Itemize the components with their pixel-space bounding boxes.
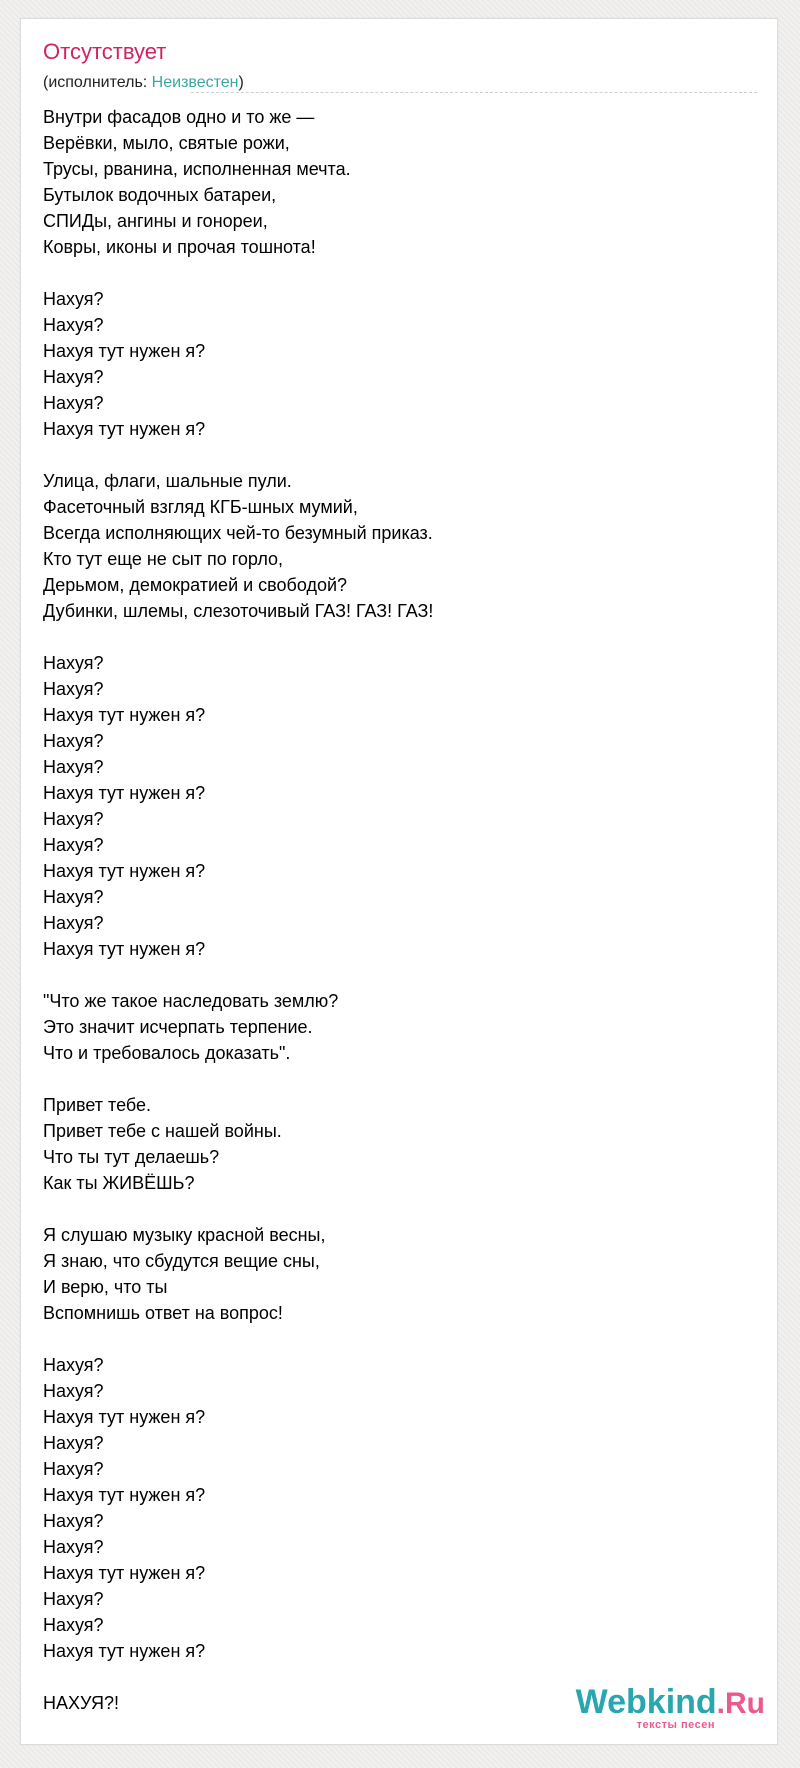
lyrics-line: Нахуя тут нужен я?	[43, 861, 206, 881]
lyrics-line: Нахуя?	[43, 1459, 104, 1479]
lyrics-line: Нахуя?	[43, 1355, 104, 1375]
lyrics-line: "Что же такое наследовать землю?	[43, 991, 339, 1011]
lyrics-stanza	[43, 286, 743, 442]
lyrics-line: Ковры, иконы и прочая тошнота!	[43, 237, 316, 257]
lyrics-line: Нахуя тут нужен я?	[43, 939, 206, 959]
lyrics-line: Фасеточный взгляд КГБ-шных мумий,	[43, 497, 358, 517]
lyrics-line: Нахуя тут нужен я?	[43, 419, 206, 439]
lyrics-line: Нахуя?	[43, 887, 104, 907]
lyrics-line: Нахуя тут нужен я?	[43, 1641, 206, 1661]
artist-prefix: (исполнитель:	[43, 74, 152, 91]
lyrics-line: Дубинки, шлемы, слезоточивый ГАЗ! ГАЗ! ГАЗ!	[43, 601, 434, 621]
lyrics-line: Я знаю, что сбудутся вещие сны,	[43, 1251, 320, 1271]
lyrics-body	[43, 104, 743, 1716]
artist-line	[43, 73, 244, 93]
lyrics-line: Нахуя?	[43, 1615, 104, 1635]
lyrics-line: Бутылок водочных батареи,	[43, 185, 277, 205]
lyrics-stanza	[43, 104, 743, 260]
lyrics-line: Нахуя тут нужен я?	[43, 705, 206, 725]
lyrics-card	[20, 18, 778, 1745]
lyrics-stanza	[43, 988, 743, 1066]
lyrics-stanza	[43, 1092, 743, 1196]
lyrics-line: Нахуя тут нужен я?	[43, 1407, 206, 1427]
lyrics-stanza	[43, 1352, 743, 1664]
lyrics-stanza	[43, 650, 743, 962]
lyrics-line: Это значит исчерпать терпение.	[43, 1017, 313, 1037]
logo-tld: .Ru	[716, 1687, 765, 1720]
lyrics-line: Нахуя?	[43, 913, 104, 933]
lyrics-line: Нахуя?	[43, 1433, 104, 1453]
lyrics-line: Нахуя?	[43, 315, 104, 335]
lyrics-line: Привет тебе.	[43, 1095, 151, 1115]
logo-main-text: Webkind	[575, 1683, 717, 1721]
lyrics-line: Улица, флаги, шальные пули.	[43, 471, 292, 491]
lyrics-line: Нахуя?	[43, 289, 104, 309]
lyrics-line: Нахуя?	[43, 1589, 104, 1609]
lyrics-line: Нахуя?	[43, 393, 104, 413]
lyrics-stanza	[43, 468, 743, 624]
lyrics-stanza	[43, 1222, 743, 1326]
lyrics-line: Нахуя тут нужен я?	[43, 783, 206, 803]
lyrics-line: Верёвки, мыло, святые рожи,	[43, 133, 290, 153]
lyrics-line: Что ты тут делаешь?	[43, 1147, 220, 1167]
lyrics-line: Дерьмом, демократией и свободой?	[43, 575, 348, 595]
lyrics-line: Нахуя?	[43, 731, 104, 751]
lyrics-line: Кто тут еще не сыт по горло,	[43, 549, 284, 569]
lyrics-line: Нахуя тут нужен я?	[43, 1563, 206, 1583]
lyrics-line: Внутри фасадов одно и то же —	[43, 107, 315, 127]
webkind-logo[interactable]	[565, 1682, 765, 1734]
logo-tagline: тексты песен	[636, 1719, 715, 1731]
lyrics-line: Всегда исполняющих чей-то безумный приказ.	[43, 523, 433, 543]
lyrics-line: Нахуя тут нужен я?	[43, 341, 206, 361]
artist-suffix: )	[238, 74, 244, 91]
lyrics-line: И верю, что ты	[43, 1277, 168, 1297]
lyrics-line: Нахуя?	[43, 835, 104, 855]
lyrics-line: Трусы, рванина, исполненная мечта.	[43, 159, 351, 179]
lyrics-line: СПИДы, ангины и гонореи,	[43, 211, 268, 231]
lyrics-line: Нахуя?	[43, 1511, 104, 1531]
lyrics-line: Нахуя?	[43, 367, 104, 387]
logo-wordmark	[576, 1682, 765, 1724]
lyrics-line: Нахуя?	[43, 757, 104, 777]
lyrics-line: Вспомнишь ответ на вопрос!	[43, 1303, 283, 1323]
song-title: Отсутствует	[43, 39, 167, 64]
lyrics-line: Что и требовалось доказать".	[43, 1043, 291, 1063]
lyrics-line: Нахуя?	[43, 653, 104, 673]
lyrics-line: Нахуя?	[43, 809, 104, 829]
lyrics-line: Привет тебе с нашей войны.	[43, 1121, 282, 1141]
lyrics-line: Нахуя?	[43, 1537, 104, 1557]
artist-link[interactable]: Неизвестен	[151, 74, 239, 91]
dotted-divider	[191, 92, 757, 93]
lyrics-line: НАХУЯ?!	[43, 1693, 120, 1713]
lyrics-line: Я слушаю музыку красной весны,	[43, 1225, 326, 1245]
lyrics-line: Нахуя?	[43, 679, 104, 699]
lyrics-line: Нахуя?	[43, 1381, 104, 1401]
lyrics-line: Нахуя тут нужен я?	[43, 1485, 206, 1505]
lyrics-line: Как ты ЖИВЁШЬ?	[43, 1173, 195, 1193]
